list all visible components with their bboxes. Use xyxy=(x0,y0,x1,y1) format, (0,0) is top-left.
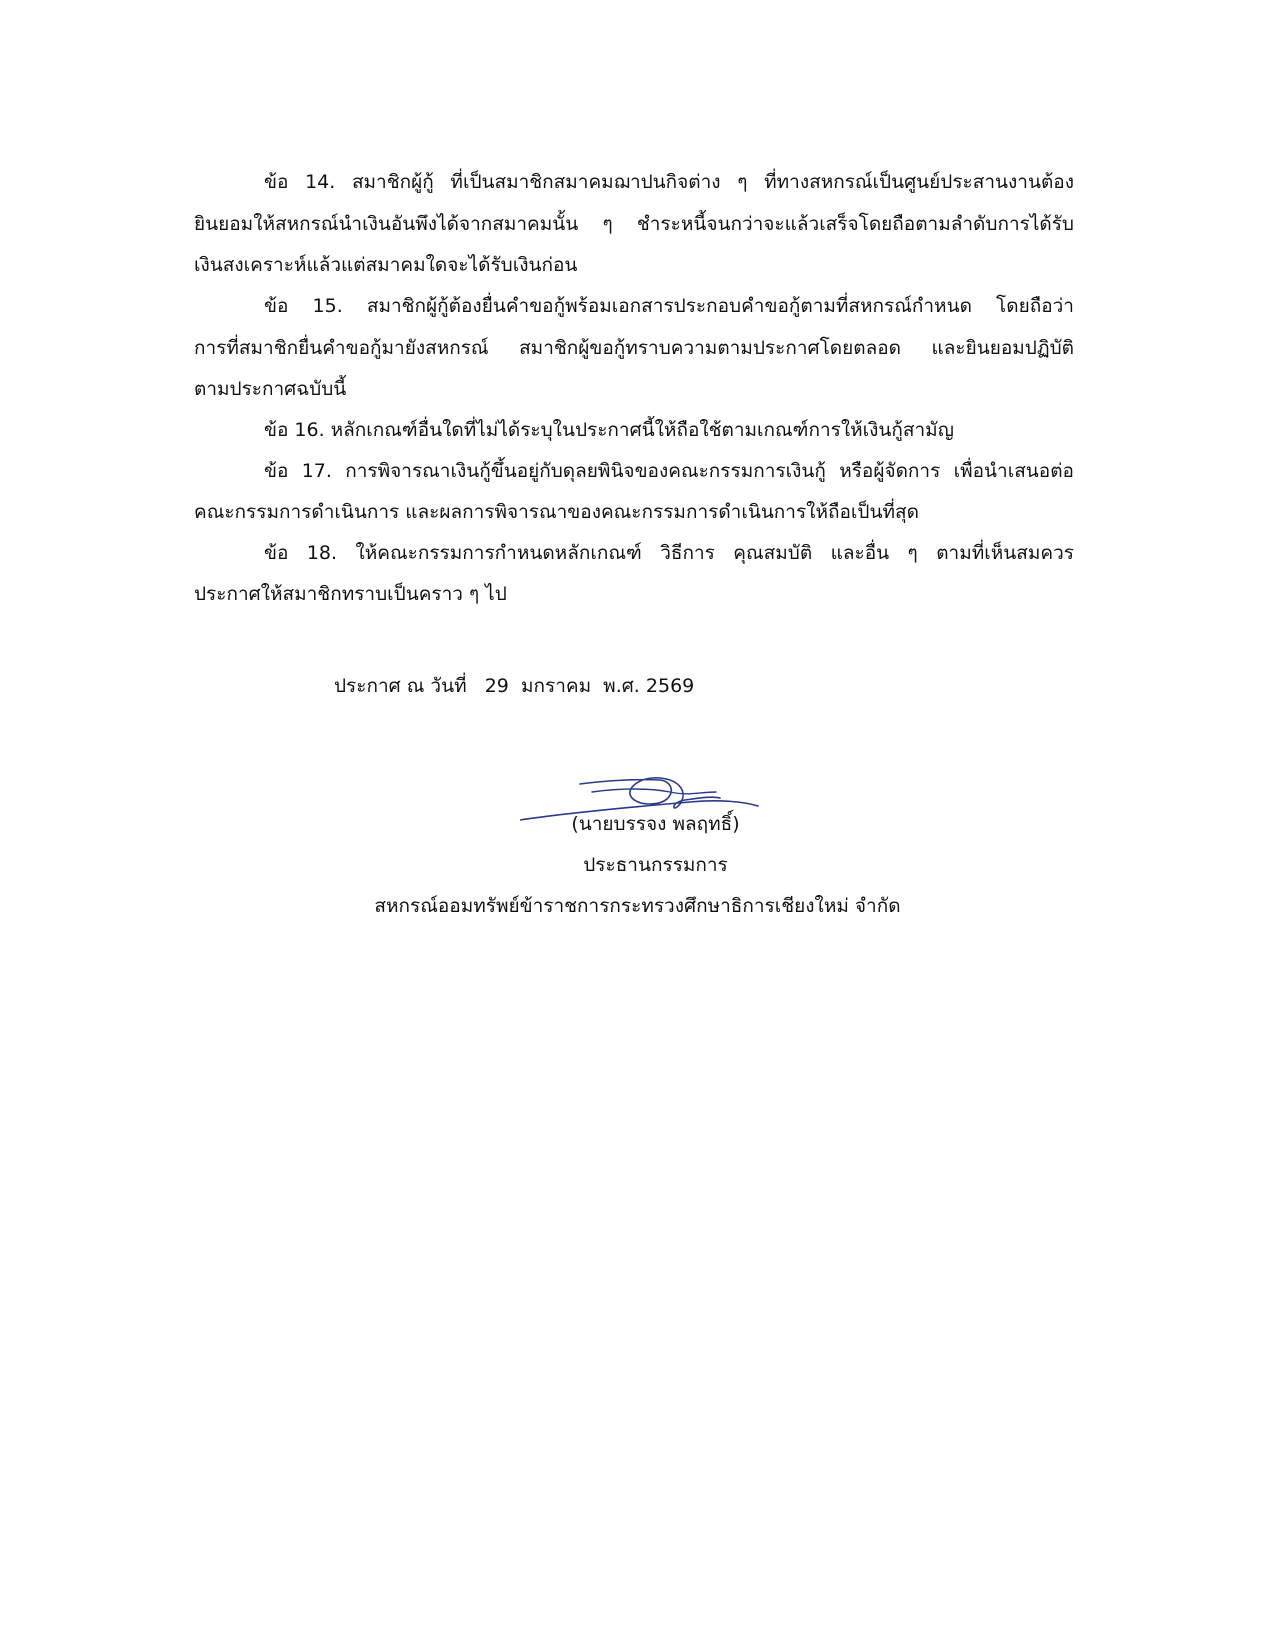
word: ๆ xyxy=(602,213,613,235)
word: วิธีการ xyxy=(660,542,715,564)
article-18-line-2 xyxy=(194,582,1074,606)
word: ประกาศให้สมาชิกทราบเป็นคราว xyxy=(194,583,463,605)
word: ยินยอมให้สหกรณ์นำเงินอันพึงได้จากสมาคมนั้น xyxy=(194,213,579,235)
word: 15. xyxy=(312,295,343,317)
word: สมาชิกผู้กู้ต้องยื่นคำขอกู้พร้อมเอกสารประกอบคำขอกู้ตามที่สหกรณ์กำหนด xyxy=(366,295,972,317)
word: เงินสงเคราะห์แล้วแต่สมาคมใดจะได้รับเงินก่อน xyxy=(194,254,578,276)
word: สมาชิกผู้ขอกู้ทราบความตามประกาศโดยตลอด xyxy=(519,337,901,359)
word: ข้อ xyxy=(264,171,289,193)
word: ที่ทางสหกรณ์เป็นศูนย์ประสานงานต้อง xyxy=(764,171,1074,193)
word: การที่สมาชิกยื่นคำขอกู้มายังสหกรณ์ xyxy=(194,337,489,359)
announcement-date: ประกาศ ณ วันที่ 29 มกราคม พ.ศ. 2569 xyxy=(334,675,695,697)
word: คุณสมบัติ xyxy=(733,542,813,564)
article-14-line-3 xyxy=(194,253,1074,277)
signatory-name: (นายบรรจง พลฤทธิ์) xyxy=(571,813,740,835)
word: ตามประกาศฉบับนี้ xyxy=(194,378,347,400)
word: 17. xyxy=(301,460,332,482)
word: ชำระหนี้จนกว่าจะแล้วเสร็จโดยถือตามลำดับการได้รับ xyxy=(636,213,1074,235)
article-16-line-1 xyxy=(264,418,1074,442)
word: การพิจารณาเงินกู้ขึ้นอยู่กับดุลยพินิจของคณะกรรมการเงินกู้ xyxy=(345,460,826,482)
article-17-line-2 xyxy=(194,500,1074,524)
article-15-line-2 xyxy=(194,336,1074,360)
word: และอื่น xyxy=(830,542,890,564)
word: หลักเกณฑ์อื่นใดที่ไม่ได้ระบุในประกาศนี้ให้ถือใช้ตามเกณฑ์การให้เงินกู้สามัญ xyxy=(330,419,954,441)
word: และยินยอมปฏิบัติ xyxy=(931,337,1074,359)
article-17-line-1 xyxy=(264,459,1074,483)
word: เพื่อนำเสนอต่อ xyxy=(953,460,1074,482)
word: และผลการพิจารณาของคณะกรรมการดำเนินการให้ถือเป็นที่สุด xyxy=(405,501,919,523)
word: ข้อ xyxy=(264,460,289,482)
word: 16. xyxy=(294,419,325,441)
word: 14. xyxy=(305,171,336,193)
article-15-line-3 xyxy=(194,377,1074,401)
word: คณะกรรมการดำเนินการ xyxy=(194,501,400,523)
article-14-line-1 xyxy=(264,170,1074,194)
word: ข้อ xyxy=(264,295,289,317)
word: ที่เป็นสมาชิกสมาคมฌาปนกิจต่าง xyxy=(450,171,721,193)
word: ตามที่เห็นสมควร xyxy=(936,542,1074,564)
word: ๆ xyxy=(468,583,480,605)
word: ข้อ xyxy=(264,419,289,441)
article-15-line-1 xyxy=(264,294,1074,318)
signatory-position: ประธานกรรมการ xyxy=(583,854,728,876)
organization-name: สหกรณ์ออมทรัพย์ข้าราชการกระทรวงศึกษาธิการเชียงใหม่ จำกัด xyxy=(374,895,901,917)
word: โดยถือว่า xyxy=(996,295,1074,317)
article-14-line-2 xyxy=(194,212,1074,236)
word: สมาชิกผู้กู้ xyxy=(351,171,434,193)
word: ข้อ xyxy=(264,542,289,564)
article-18-line-1 xyxy=(264,541,1074,565)
word: ให้คณะกรรมการกำหนดหลักเกณฑ์ xyxy=(355,542,642,564)
word: ไป xyxy=(485,583,507,605)
word: ๆ xyxy=(907,542,918,564)
word: 18. xyxy=(306,542,338,564)
word: หรือผู้จัดการ xyxy=(839,460,941,482)
word: ๆ xyxy=(737,171,748,193)
